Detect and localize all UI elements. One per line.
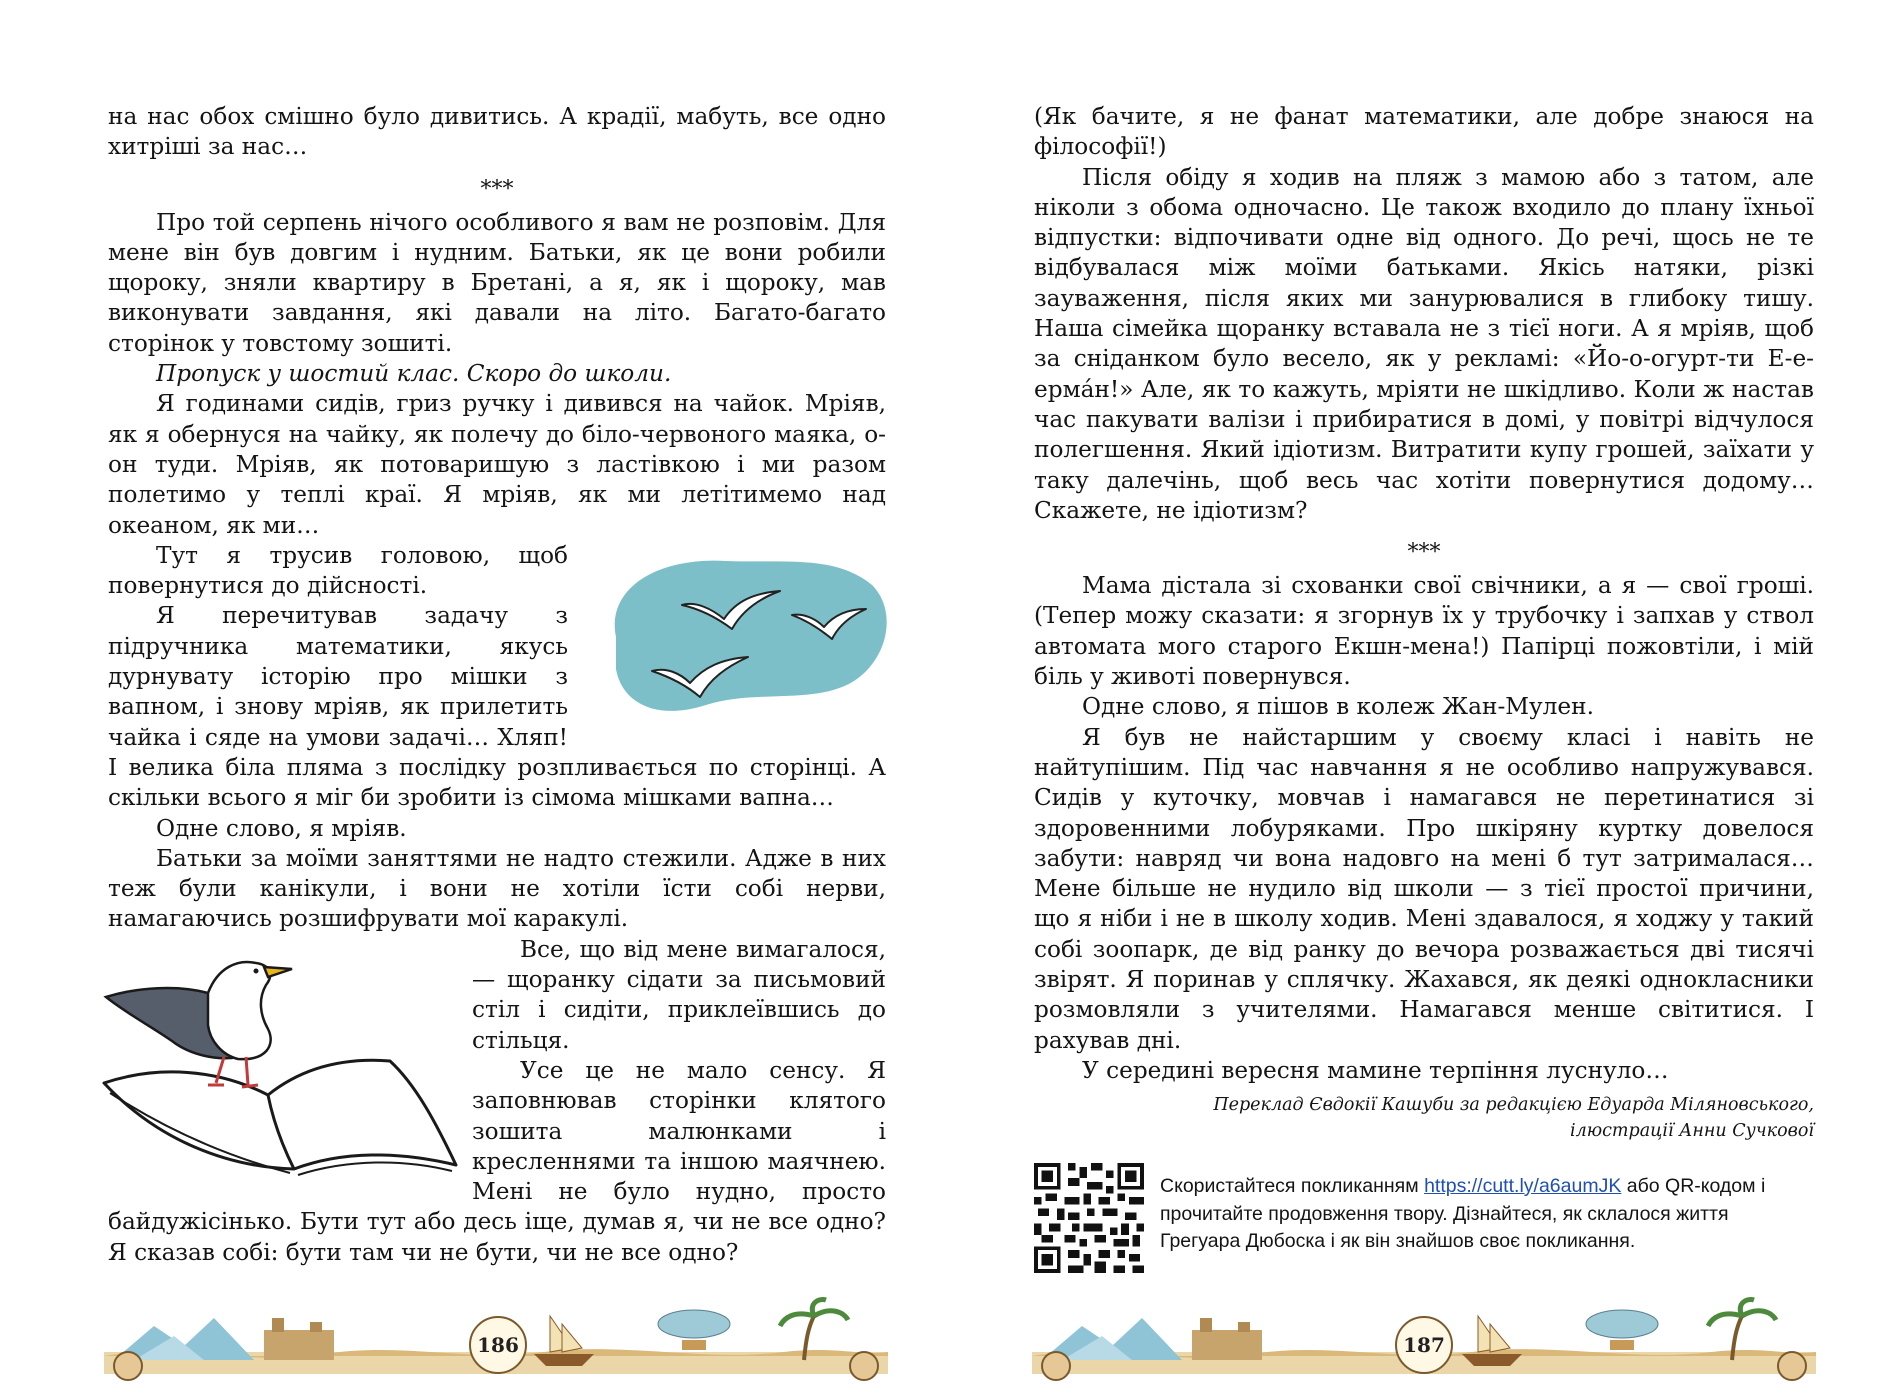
paragraph: Батьки за моїми заняттями не надто стежили. Адже в них теж були канікули, і вони не хотіли їсти собі нерви, намагаючись розшифрувати мої каракулі. (108, 844, 886, 933)
page-footer-border (104, 1296, 888, 1388)
qr-code-icon[interactable] (1034, 1163, 1144, 1273)
page-number: 186 (469, 1316, 527, 1374)
castle-ruins-icon (264, 1318, 334, 1360)
paragraph: Одне слово, я мріяв. (156, 814, 407, 842)
open-book-icon (104, 1060, 456, 1175)
flying-birds-illustration (586, 549, 894, 727)
qr-description (1160, 1173, 1814, 1256)
right-text-column (1034, 102, 1814, 1144)
credit-line: Переклад Євдокії Кашуби за редакцією Едуарда Міляновського, (1213, 1095, 1814, 1116)
ship-icon (534, 1316, 594, 1366)
paragraph: Я був не найстаршим у своєму класі і навіть не найтупішим. Під час навчання я не особливо напружувався. Сидів у куточку, мовчав і намагався не перетинатися зі здоровенними лобуряками. Про шкіряну куртку довелося забути: навряд чи вона надовго на мені б тут затрималася… Мене більше не нудило від школи — з тієї простої причини, що я ніби і не в школу ходив. Мені здавалося, я ходжу у такий собі зоопарк, де від ранку до вечора розважається дві тисячі звірят. Я поринав у сплячку. Жахався, як деякі однокласники розмовляли з учителями. Намагався менше світитися. І рахував дні. (1034, 723, 1814, 1054)
left-text-column (108, 102, 886, 1268)
paragraph: Я годинами сидів, гриз ручку і дивився на чайок. Мріяв, як я обернуся на чайку, як полечу до біло-червоного маяка, о-он туди. Мріяв, як потоваришую з ластівкою і ми разом полетимо у теплі краї. Я мріяв, як ми летітимемо над океаном, як ми… (108, 390, 886, 539)
paragraph: Все, що від мене вимагалося, — щоранку сідати за письмовий стіл і сидіти, приклеївшись до стільця. (472, 935, 886, 1054)
section-separator: *** (1407, 540, 1441, 566)
section-separator: *** (480, 176, 514, 202)
seagull-on-book-illustration (98, 945, 458, 1187)
credit-line: ілюстрації Анни Сучкової (1569, 1121, 1814, 1142)
paragraph: У середині вересня мамине терпіння луснуло… (1082, 1056, 1669, 1084)
airship-icon (658, 1310, 730, 1350)
translation-credit (1034, 1092, 1814, 1144)
page-number: 187 (1395, 1316, 1453, 1374)
seagull-icon (106, 962, 292, 1087)
page-footer-border (1032, 1296, 1816, 1388)
paragraph: Про той серпень нічого особливого я вам не розповім. Для мене він був довгим і нудним. Батьки, як це вони робили щороку, зняли квартиру в Бретані, а я, як і щороку, мав виконувати завдання, які давали на літо. Багато-багато сторінок у товстому зошиті. (108, 208, 886, 357)
paragraph: Мама дістала зі схованки свої свічники, а я — свої гроші. (Тепер можу сказати: я згорнув їх у трубочку і запхав у ствол автомата мого старого Екшн-мена!) Папірці пожовтіли, і мій біль у животі повернувся. (1034, 572, 1814, 691)
paragraph: Після обіду я ходив на пляж з мамою або з татом, але ніколи з обома одночасно. Це також входило до плану їхньої відпустки: відпочивати одне від одного. До речі, щось не те відбувалася між моїми батьками. Якісь натяки, різкі зауваження, після яких ми занурювалися в глибоку тишу. Наша сімейка щоранку вставала не з тієї ноги. А я мріяв, щоб за сніданком було весело, як у рекламі: «Йо-о-огурт-ти Е-е-ерма́н!» Але, як то кажуть, мріяти не шкідливо. Коли ж настав час пакувати валізи і прибиратися в домі, у повітрі відчулося полегшення. Який ідіотизм. Витратити купу грошей, заїхати у таку далечінь, щоб весь час хотіти повернутися додому… Скажете, не ідіотизм? (1034, 163, 1814, 524)
paragraph: Я перечитував задачу з підручника математики, якусь дурнувату історію про мішки з вапном, і знову мріяв, як прилетить чайка і сяде на умови задачі… Хляп! І велика біла пляма з послідку розпливається по сторінці. А скільки всього я міг би зробити із сімома мішками вапна… (108, 602, 886, 812)
qr-text-part: Скористайтеся покликанням (1160, 1175, 1425, 1197)
ship-icon (1462, 1316, 1522, 1366)
airship-icon (1586, 1310, 1658, 1350)
continuation-link[interactable]: https://cutt.ly/a6aumJK (1424, 1175, 1622, 1197)
paragraph-italic: Пропуск у шостий клас. Скоро до школи. (156, 360, 672, 388)
paragraph: на нас обох смішно було дивитись. А крадії, мабуть, все одно хитріші за нас… (108, 103, 886, 161)
qr-section (1034, 1163, 1814, 1277)
castle-ruins-icon (1192, 1318, 1262, 1360)
right-page (952, 0, 1904, 1400)
paragraph: Тут я трусив головою, щоб повернутися до дійсності. (108, 541, 568, 600)
paragraph: Усе це не мало сенсу. Я заповнював сторінки клятого зошита малюнками і кресленнями та іншою маячнею. Мені не було нудно, просто байдужісінько. Бути тут або десь іще, думав я, чи не все одно? Я сказав собі: бути там чи не бути, чи не все одно? (108, 1056, 886, 1266)
paragraph: (Як бачите, я не фанат математики, але добре знаюся на філософії!) (1034, 103, 1814, 161)
paragraph: Одне слово, я пішов в колеж Жан-Мулен. (1082, 693, 1594, 721)
qr-text-part: або QR-кодом і прочитайте продовження твору. Дізнайтеся, як склалося життя Грегуара Дюбоска і як він знайшов своє покликання. (1160, 1175, 1766, 1252)
